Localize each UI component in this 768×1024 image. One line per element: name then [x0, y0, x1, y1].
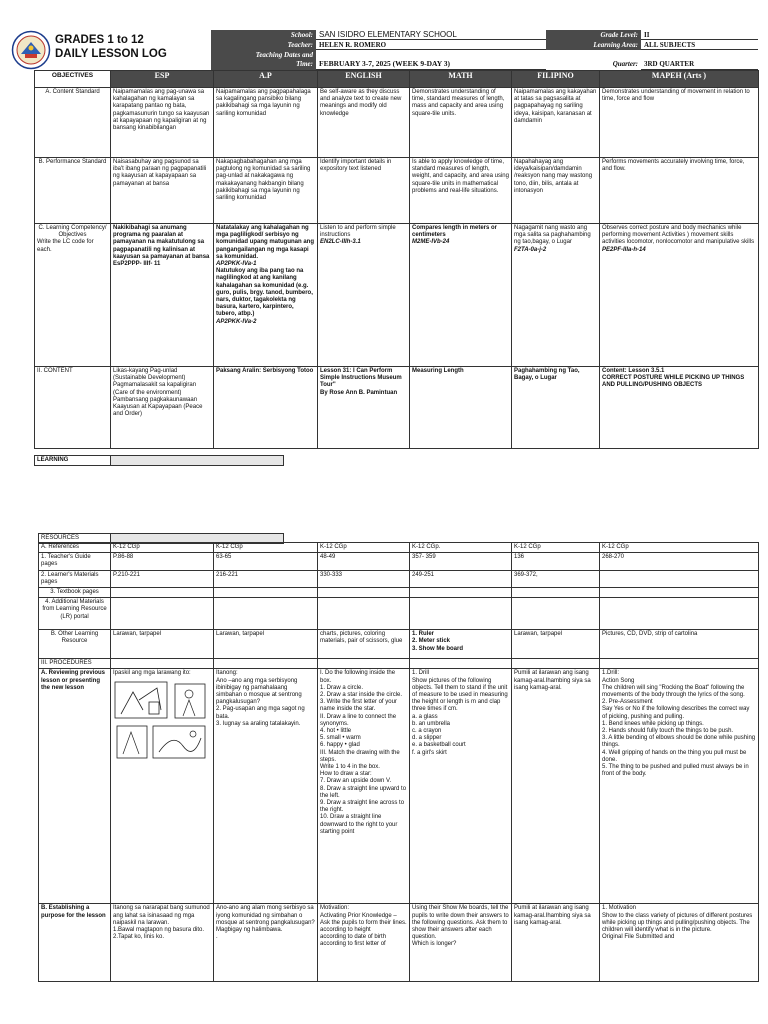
col-mapeh: MAPEH (Arts ): [600, 71, 759, 88]
row-label: 3. Textbook pages: [39, 588, 111, 598]
cell-mapeh: Performs movements accurately involving time, force, and flow.: [600, 158, 759, 224]
cell-english: Listen to and perform simple instructions EN2LC-IIIh-3.1: [318, 224, 410, 367]
cell-filipino: Larawan, tarpapel: [512, 630, 600, 659]
cell-filipino: [512, 588, 600, 598]
cell-english: 330-333: [318, 570, 410, 587]
table-row: [39, 659, 759, 669]
table-row: [39, 904, 759, 982]
cell-filipino: K-12 CGp: [512, 543, 600, 553]
deped-seal-logo: [11, 30, 51, 70]
cell-ap: Itanong: Ano –ano ang mga serbisyong ibinibigay ng pamahalaang simbahan o mosque at sentrong pangkalusugan? 2. Pag-usapan ang mga sagot ng bata. 3. Iugnay sa araling tatalakayin.: [214, 669, 318, 904]
table-row: [35, 367, 759, 449]
poster-pictures: [113, 680, 211, 762]
lc-code: AP2PKK-IVa-2: [216, 318, 257, 325]
row-label: A. References: [39, 543, 111, 553]
lc-code: F2TA-0a-j-2: [514, 246, 547, 253]
cell-mapeh: Content: Lesson 3.5.1 CORRECT POSTURE WHILE PICKING UP THINGS AND PULLING/PUSHING OBJECTS: [600, 367, 759, 449]
cell-esp: [111, 588, 214, 598]
column-header-row: [35, 71, 759, 88]
cell-ap: Natatalakay ang kahalagahan ng mga pagliligkod/ serbisyo ng komunidad upang matugunan ang pangangailangan ng mga kasapi sa komunidad. AP2PKK-IVa-1 Natutukoy ang iba pang tao na naglilingkod at ang kanilang kahalagahan sa komunidad (e.g. guro, pulis, brgy. tanod, bumbero, nars, duktor, tagakolekta ng basura, kartero, karpintero, tubero, atbp.) AP2PKK-IVa-2: [214, 224, 318, 367]
cell-filipino: Naipamamalas ang kakayahan at tatas sa pagsasalita at pagpapahayag ng sariling ideya, kaisipan, karanasan at damdamin: [512, 88, 600, 158]
table-row: [35, 88, 759, 158]
cell-math: 1. Ruler 2. Meter stick 3. Show Me board: [410, 630, 512, 659]
cell-esp: P.210-221: [111, 570, 214, 587]
table-row: [39, 553, 759, 570]
cell-filipino: 136: [512, 553, 600, 570]
table-row: [35, 224, 759, 367]
cell-esp: [111, 598, 214, 630]
row-label: A. Reviewing previous lesson or presenting the new lesson: [39, 669, 111, 904]
cell-esp: Likas-kayang Pag-unlad (Sustainable Development) Pagmamalasakit sa kapaligiran (Care of the environment) Pambansang pagkakaunawaan Kaayusan at Kapayapaan (Peace and Order): [111, 367, 214, 449]
col-filipino: FILIPINO: [512, 71, 600, 88]
cell-mapeh: 268-270: [600, 553, 759, 570]
col-math: MATH: [410, 71, 512, 88]
page-top: [0, 0, 768, 470]
cell-math: [410, 588, 512, 598]
cell-mapeh: [600, 588, 759, 598]
cell-english: charts, pictures, coloring materials, pair of scissors, glue: [318, 630, 410, 659]
cell-math: 357- 359: [410, 553, 512, 570]
cell-mapeh: [600, 598, 759, 630]
col-objectives: OBJECTIVES: [35, 71, 111, 88]
cell-math: Using their Show Me boards, tell the pupils to write down their answers to the following questions. Ask them to show their answers after each question. Which is longer?: [410, 904, 512, 982]
school-value: SAN ISIDRO ELEMENTARY SCHOOL: [316, 30, 546, 40]
table-row: [39, 543, 759, 553]
cell-ap: [214, 598, 318, 630]
cell-filipino: Nagagamit nang wasto ang mga salita sa paghahambing ng tao,bagay, o Lugar F2TA-0a-j-2: [512, 224, 600, 367]
cell-math: Measuring Length: [410, 367, 512, 449]
cell-esp: Ipaskil ang mga larawang ito:: [111, 669, 214, 904]
lc-code: EN2LC-IIIh-3.1: [320, 239, 361, 246]
cell-ap: Naipamamalas ang pagpapahalaga sa kagalingang pansibiko bilang pakikibahagi sa mga layunin ng sariling komunidad: [214, 88, 318, 158]
cell-english: Motivation: Activating Prior Knowledge – Ask the pupils to form their lines. according to height according to date of birth according to first letter of: [318, 904, 410, 982]
learning-row: [34, 455, 284, 466]
cell-math: Is able to apply knowledge of time, standard measures of length, weight, and capacity, and area using square-tile units in mathematical problems and real-life situations.: [410, 158, 512, 224]
row-label-note: Write the LC code for each.: [37, 239, 94, 253]
cell-ap: 63-65: [214, 553, 318, 570]
page-bottom: [0, 530, 768, 1024]
cell-esp: K-12 CGp: [111, 543, 214, 553]
dates-label: Teaching Dates and Time:: [211, 50, 316, 70]
cell-mapeh: K-12 CGp: [600, 543, 759, 553]
cell-english: Identify important details in expository text listened: [318, 158, 410, 224]
cell-mapeh: Demonstrates understanding of movement in relation to time, force and flow: [600, 88, 759, 158]
cell-ap: K-12 CGp: [214, 543, 318, 553]
learning-area-value: ALL SUBJECTS: [641, 40, 758, 50]
cell-math: 249-251: [410, 570, 512, 587]
learning-area-label: Learning Area:: [546, 40, 641, 50]
quarter-value: 3RD QUARTER: [641, 50, 758, 70]
title-line-1: GRADES 1 to 12: [55, 34, 144, 46]
cell-math: Demonstrates understanding of time, standard measures of length, mass and capacity and area using square-tile units.: [410, 88, 512, 158]
cell-esp: Nakikibahagi sa anumang programa ng paaralan at pamayanan na makatutulong sa pagpapanatili ng kalinisan at kaayusan sa pamayanan at bansa EsP2PPP- IIIf- 11: [111, 224, 214, 367]
procedures-label: III. PROCEDURES: [39, 659, 111, 669]
objectives-table: [34, 70, 759, 449]
cell-filipino: 369-372,: [512, 570, 600, 587]
cell-esp: Naisasabuhay ang pagsunod sa iba't ibang paraan ng pagpapanatili ng kaayusan at kapayapaan sa pamayanan at bansa: [111, 158, 214, 224]
cell-esp: Naipamamalas ang pag-unawa sa kahalagahan ng kamalayan sa karapatang pantao ng bata, pagkamasunurin tungo sa kaayusan at kapayapaan ng kapaligiran at ng bansang kinabibilangan: [111, 88, 214, 158]
row-label: 1. Teacher's Guide pages: [39, 553, 111, 570]
row-label: B. Establishing a purpose for the lesson: [39, 904, 111, 982]
cell-filipino: [512, 598, 600, 630]
lc-code: AP2PKK-IVa-1: [216, 261, 257, 268]
row-label-title: C. Learning Competency/ Objectives: [38, 225, 107, 239]
cell-english: K-12 CGp: [318, 543, 410, 553]
cell-math: Compares length in meters or centimeters M2ME-IVb-24: [410, 224, 512, 367]
row-label: 4. Additional Materials from Learning Resource (LR) portal: [39, 598, 111, 630]
cell-filipino: Pumili at ilarawan ang isang kamag-aral.Ihambing siya sa isang kamag-aral.: [512, 904, 600, 982]
cell-esp: Itanong sa nararapat bang sumunod ang lahat sa isinasaad ng mga naipaskil na larawan. 1.Bawal magtapon ng basura dito. 2.Tapat ko, linis ko.: [111, 904, 214, 982]
cell-mapeh: [600, 570, 759, 587]
document-title: [51, 30, 211, 72]
cell-english: 48-49: [318, 553, 410, 570]
cell-english: [318, 588, 410, 598]
resources-label: RESOURCES: [39, 534, 111, 544]
title-line-2: DAILY LESSON LOG: [55, 48, 167, 60]
cell-ap: Paksang Aralin: Serbisyong Totoo: [214, 367, 318, 449]
row-label: B. Other Learning Resource: [39, 630, 111, 659]
cell-mapeh: 1.Drill: Action Song The children will sing "Rocking the Boat" following the movements of the body through the lyrics of the song. 2. Pre-Assessment Say Yes or No if the following describes the correct way of picking, pushing and pulling. 1. Bend knees while picking up things. 2. Hands should fully touch the things to be push. 3. A little bending of elbows should be done while pushing things. 4. Well gripping of hands on the thing you pull must be done. 5. The thing to be pushed and pulled must always be in front of the body.: [600, 669, 759, 904]
row-label: [35, 224, 111, 367]
row-label: B. Performance Standard: [35, 158, 111, 224]
grade-label: Grade Level:: [546, 30, 641, 40]
quarter-label: Quarter:: [546, 50, 641, 70]
cell-english: I. Do the following inside the box. 1. Draw a circle. 2. Draw a star inside the circle. 3. Write the first letter of your name inside the star. II. Draw a line to connect the synonyms. 4. hot • little 5. small • warm 6. happy • glad III. Match the drawing with the steps. Write 1 to 4 in the box. How to draw a star: 7. Draw an upside down V. 8. Draw a straight line upward to the left. 9. Draw a straight line across to the right. 10. Draw a straight line downward to the right to your starting point: [318, 669, 410, 904]
cell-esp: Larawan, tarpapel: [111, 630, 214, 659]
lc-code: EsP2PPP- IIIf- 11: [113, 261, 161, 268]
table-row: [39, 598, 759, 630]
col-english: ENGLISH: [318, 71, 410, 88]
cell-math: 1. Drill Show pictures of the following objects. Tell them to stand if the unit of measure to be used in measuring the height or length is m and clap three times if cm. a. a glass b. an umbrella c. a crayon d. a slipper e. a basketball court f. a girl's skirt: [410, 669, 512, 904]
resources-table: [38, 542, 759, 982]
cell-ap: 216-221: [214, 570, 318, 587]
cell-ap: [214, 588, 318, 598]
table-row: [39, 570, 759, 587]
cell-esp: P.86-88: [111, 553, 214, 570]
cell-english: Lesson 31: I Can Perform Simple Instructions Museum Tour" By Rose Ann B. Pamintuan: [318, 367, 410, 449]
table-row: [39, 588, 759, 598]
cell-ap: Ano-ano ang alam mong serbisyo sa iyong komunidad ng simbahan o mosque at sentrong pangkalusugan? Magbigay ng halimbawa. .: [214, 904, 318, 982]
row-label: II. CONTENT: [35, 367, 111, 449]
teacher-value: HELEN R. ROMERO: [316, 40, 546, 50]
row-label: A. Content Standard: [35, 88, 111, 158]
dates-value: FEBRUARY 3-7, 2025 (WEEK 9-DAY 3): [316, 50, 546, 70]
cell-ap: Nakapagbabahagahan ang mga pagtulong ng komunidad sa sariling pag-unlad at nakakagawa ng makakayanang hakbangin bilang pakikibahagi sa mga layunin ng sariling komunidad: [214, 158, 318, 224]
cell-filipino: Pumili at ilarawan ang isang kamag-aral.Ihambing siya sa isang kamag-aral.: [512, 669, 600, 904]
lc-code: PE2PF-IIIa-h-14: [602, 246, 646, 253]
cell-filipino: Paghahambing ng Tao, Bagay, o Lugar: [512, 367, 600, 449]
cell-filipino: Napahahayag ang ideya/kaisipan/damdamin /reaksyon nang may wastong tono, diin, bilis, antala at intonasyon: [512, 158, 600, 224]
cell-english: Be self-aware as they discuss and analyze text to create new meanings and modify old knowledge: [318, 88, 410, 158]
school-label: School:: [211, 30, 316, 40]
learning-label: LEARNING: [35, 456, 111, 466]
col-esp: ESP: [111, 71, 214, 88]
teacher-label: Teacher:: [211, 40, 316, 50]
cell-mapeh: Observes correct posture and body mechanics while performing movement Activities ) movement skills activities locomotor, nonlocomotor and manipulative skills PE2PF-IIIa-h-14: [600, 224, 759, 367]
cell-math: [410, 598, 512, 630]
trash-sign-illustration: [113, 680, 209, 762]
table-row: [39, 669, 759, 904]
cell-mapeh: Pictures, CD, DVD, strip of cartolina: [600, 630, 759, 659]
row-label: 2. Learner's Materials pages: [39, 570, 111, 587]
table-row: [39, 630, 759, 659]
cell-math: K-12 CGp.: [410, 543, 512, 553]
lc-code: M2ME-IVb-24: [412, 239, 450, 246]
cell-mapeh: 1. Motivation Show to the class variety of pictures of different postures while picking up things and pulling/pushing objects. The children will identify what is in the picture. Original File Submitted and: [600, 904, 759, 982]
col-ap: A.P: [214, 71, 318, 88]
learning-empty-cell: [111, 456, 284, 466]
cell-english: [318, 598, 410, 630]
cell-ap: Larawan, tarpapel: [214, 630, 318, 659]
grade-value: II: [641, 30, 758, 40]
table-row: [35, 158, 759, 224]
